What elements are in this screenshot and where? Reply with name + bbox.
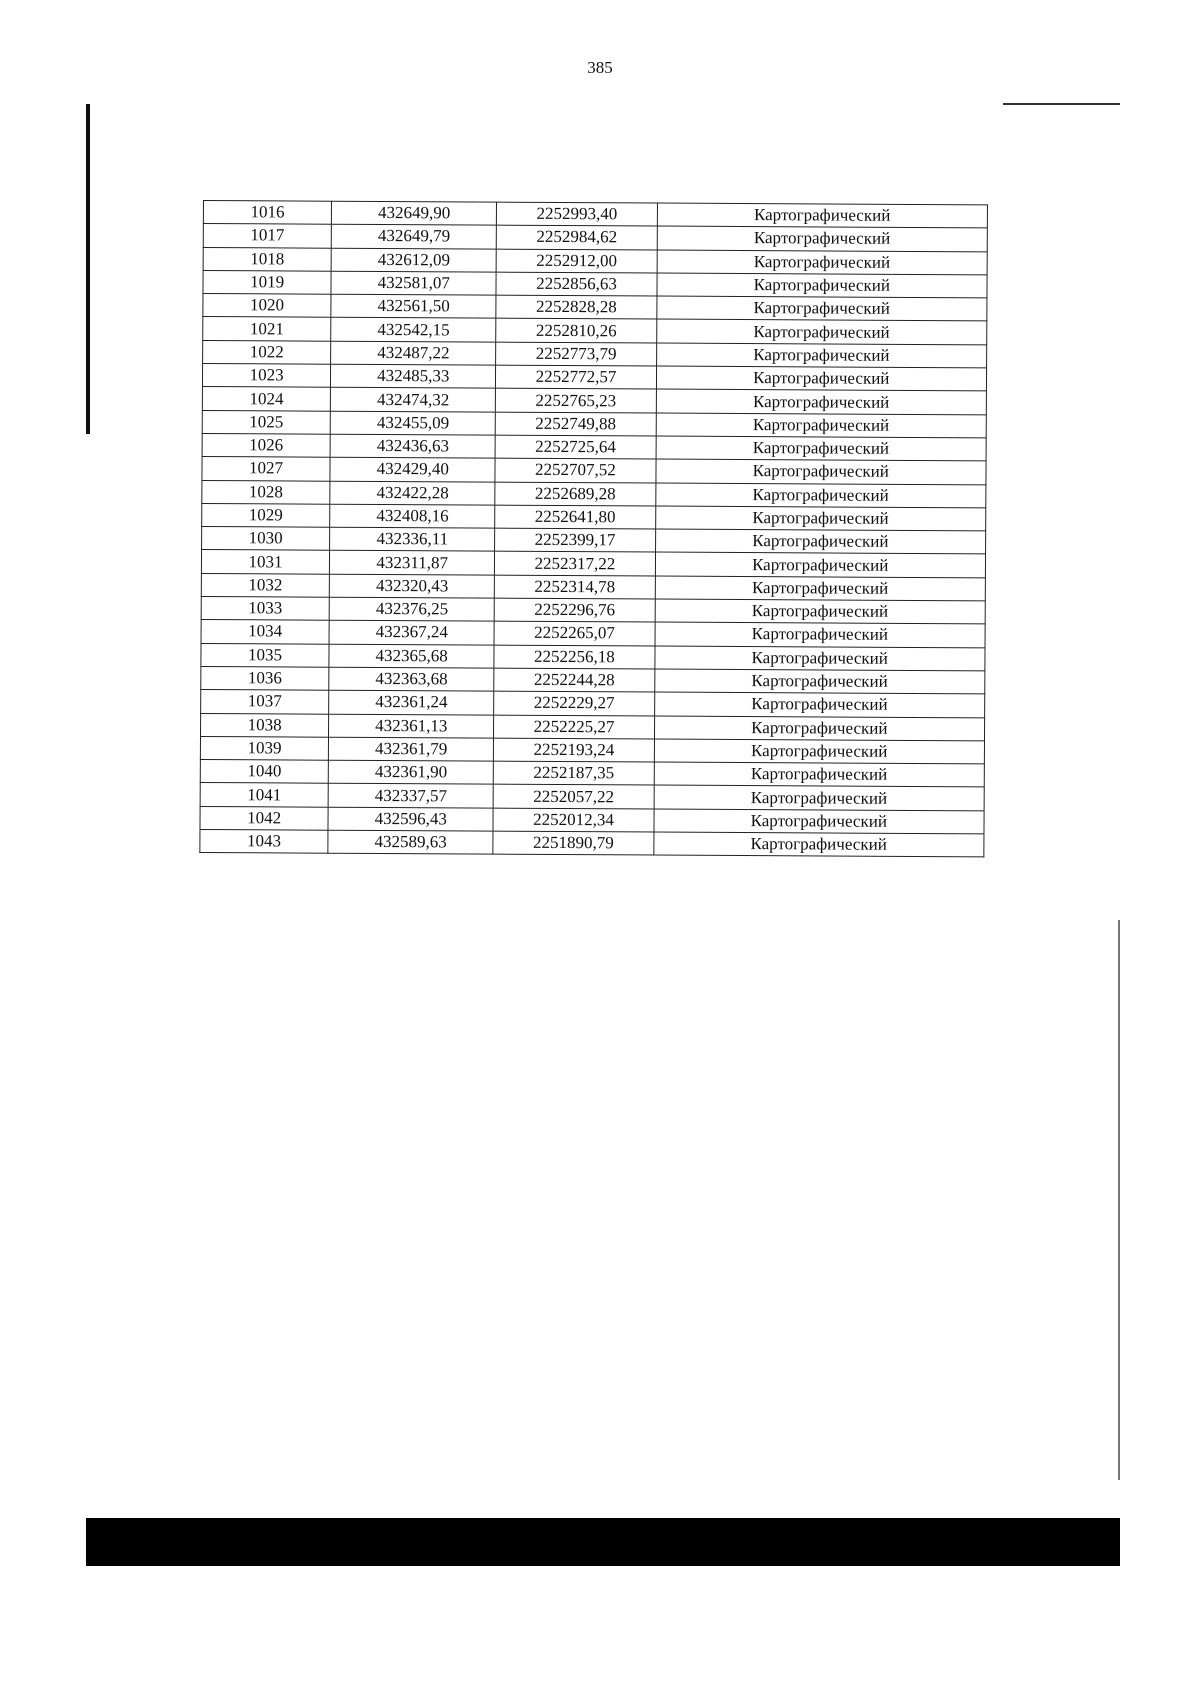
x-coordinate-cell: 432367,24 xyxy=(329,621,494,645)
y-coordinate-cell: 2252265,07 xyxy=(494,621,654,645)
y-coordinate-cell: 2252993,40 xyxy=(497,202,657,226)
method-cell: Картографический xyxy=(657,273,988,298)
point-number-cell: 1033 xyxy=(201,597,329,621)
method-cell: Картографический xyxy=(655,599,986,624)
method-cell: Картографический xyxy=(656,343,987,368)
y-coordinate-cell: 2252314,78 xyxy=(495,575,655,599)
point-number-cell: 1017 xyxy=(203,224,331,248)
method-cell: Картографический xyxy=(654,739,985,764)
y-coordinate-cell: 2251890,79 xyxy=(493,831,653,855)
method-cell: Картографический xyxy=(654,762,985,787)
point-number-cell: 1027 xyxy=(202,457,330,481)
y-coordinate-cell: 2252193,24 xyxy=(494,738,654,762)
coordinates-table xyxy=(199,200,988,858)
method-cell: Картографический xyxy=(655,506,986,531)
y-coordinate-cell: 2252244,28 xyxy=(494,668,654,692)
point-number-cell: 1018 xyxy=(203,247,331,271)
method-cell: Картографический xyxy=(657,226,988,251)
x-coordinate-cell: 432363,68 xyxy=(329,667,494,691)
point-number-cell: 1020 xyxy=(203,294,331,318)
y-coordinate-cell: 2252256,18 xyxy=(494,645,654,669)
method-cell: Картографический xyxy=(654,669,985,694)
page-number: 385 xyxy=(587,58,613,77)
y-coordinate-cell: 2252229,27 xyxy=(494,691,654,715)
x-coordinate-cell: 432376,25 xyxy=(329,597,494,621)
method-cell: Картографический xyxy=(655,576,986,601)
scan-edge-left-line xyxy=(86,104,90,434)
y-coordinate-cell: 2252187,35 xyxy=(494,761,654,785)
y-coordinate-cell: 2252984,62 xyxy=(497,225,657,249)
method-cell: Картографический xyxy=(656,389,987,414)
y-coordinate-cell: 2252399,17 xyxy=(495,528,655,552)
x-coordinate-cell: 432408,16 xyxy=(330,504,495,528)
y-coordinate-cell: 2252856,63 xyxy=(496,272,656,296)
y-coordinate-cell: 2252689,28 xyxy=(495,482,655,506)
method-cell: Картографический xyxy=(656,366,987,391)
x-coordinate-cell: 432455,09 xyxy=(330,411,495,435)
y-coordinate-cell: 2252296,76 xyxy=(495,598,655,622)
point-number-cell: 1019 xyxy=(203,270,331,294)
x-coordinate-cell: 432365,68 xyxy=(329,644,494,668)
point-number-cell: 1037 xyxy=(201,690,329,714)
y-coordinate-cell: 2252057,22 xyxy=(493,785,653,809)
point-number-cell: 1036 xyxy=(201,666,329,690)
x-coordinate-cell: 432361,13 xyxy=(329,714,494,738)
point-number-cell: 1025 xyxy=(202,410,330,434)
x-coordinate-cell: 432612,09 xyxy=(331,248,496,272)
x-coordinate-cell: 432361,90 xyxy=(328,760,493,784)
scan-edge-right-line xyxy=(1118,920,1120,1480)
point-number-cell: 1022 xyxy=(203,340,331,364)
x-coordinate-cell: 432561,50 xyxy=(331,294,496,318)
x-coordinate-cell: 432589,63 xyxy=(328,830,493,854)
x-coordinate-cell: 432361,24 xyxy=(329,690,494,714)
y-coordinate-cell: 2252725,64 xyxy=(495,435,655,459)
x-coordinate-cell: 432436,63 xyxy=(330,434,495,458)
method-cell: Картографический xyxy=(657,203,988,228)
x-coordinate-cell: 432337,57 xyxy=(328,784,493,808)
y-coordinate-cell: 2252765,23 xyxy=(496,389,656,413)
method-cell: Картографический xyxy=(654,646,985,671)
point-number-cell: 1024 xyxy=(202,387,330,411)
x-coordinate-cell: 432429,40 xyxy=(330,457,495,481)
point-number-cell: 1030 xyxy=(202,527,330,551)
method-cell: Картографический xyxy=(654,716,985,741)
method-cell: Картографический xyxy=(655,622,986,647)
x-coordinate-cell: 432422,28 xyxy=(330,481,495,505)
point-number-cell: 1035 xyxy=(201,643,329,667)
x-coordinate-cell: 432485,33 xyxy=(331,364,496,388)
y-coordinate-cell: 2252317,22 xyxy=(495,552,655,576)
method-cell: Картографический xyxy=(657,250,988,275)
x-coordinate-cell: 432336,11 xyxy=(330,527,495,551)
point-number-cell: 1021 xyxy=(203,317,331,341)
point-number-cell: 1028 xyxy=(202,480,330,504)
x-coordinate-cell: 432649,79 xyxy=(331,225,496,249)
y-coordinate-cell: 2252749,88 xyxy=(496,412,656,436)
method-cell: Картографический xyxy=(654,785,985,810)
point-number-cell: 1031 xyxy=(201,550,329,574)
x-coordinate-cell: 432474,32 xyxy=(330,388,495,412)
x-coordinate-cell: 432581,07 xyxy=(331,271,496,295)
y-coordinate-cell: 2252225,27 xyxy=(494,715,654,739)
method-cell: Картографический xyxy=(656,320,987,345)
x-coordinate-cell: 432311,87 xyxy=(330,551,495,575)
method-cell: Картографический xyxy=(655,552,986,577)
method-cell: Картографический xyxy=(654,692,985,717)
point-number-cell: 1029 xyxy=(202,503,330,527)
point-number-cell: 1016 xyxy=(203,201,331,225)
coordinates-table-body xyxy=(200,201,988,858)
y-coordinate-cell: 2252810,26 xyxy=(496,319,656,343)
x-coordinate-cell: 432361,79 xyxy=(329,737,494,761)
method-cell: Картографический xyxy=(655,483,986,508)
scan-bottom-black-bar xyxy=(86,1518,1120,1566)
x-coordinate-cell: 432542,15 xyxy=(331,318,496,342)
point-number-cell: 1041 xyxy=(200,783,328,807)
point-number-cell: 1032 xyxy=(201,573,329,597)
method-cell: Картографический xyxy=(656,436,987,461)
table-row xyxy=(200,830,984,858)
y-coordinate-cell: 2252012,34 xyxy=(493,808,653,832)
y-coordinate-cell: 2252773,79 xyxy=(496,342,656,366)
point-number-cell: 1034 xyxy=(201,620,329,644)
x-coordinate-cell: 432649,90 xyxy=(332,201,497,225)
x-coordinate-cell: 432320,43 xyxy=(329,574,494,598)
y-coordinate-cell: 2252828,28 xyxy=(496,295,656,319)
y-coordinate-cell: 2252707,52 xyxy=(495,458,655,482)
scan-edge-top-line xyxy=(1003,103,1120,105)
method-cell: Картографический xyxy=(656,296,987,321)
y-coordinate-cell: 2252772,57 xyxy=(496,365,656,389)
method-cell: Картографический xyxy=(653,832,984,857)
x-coordinate-cell: 432596,43 xyxy=(328,807,493,831)
point-number-cell: 1040 xyxy=(200,760,328,784)
method-cell: Картографический xyxy=(655,529,986,554)
x-coordinate-cell: 432487,22 xyxy=(331,341,496,365)
point-number-cell: 1043 xyxy=(200,830,328,854)
point-number-cell: 1023 xyxy=(202,364,330,388)
point-number-cell: 1038 xyxy=(201,713,329,737)
point-number-cell: 1039 xyxy=(200,736,328,760)
method-cell: Картографический xyxy=(656,413,987,438)
y-coordinate-cell: 2252912,00 xyxy=(496,249,656,273)
y-coordinate-cell: 2252641,80 xyxy=(495,505,655,529)
point-number-cell: 1042 xyxy=(200,806,328,830)
point-number-cell: 1026 xyxy=(202,433,330,457)
method-cell: Картографический xyxy=(655,459,986,484)
method-cell: Картографический xyxy=(654,809,985,834)
